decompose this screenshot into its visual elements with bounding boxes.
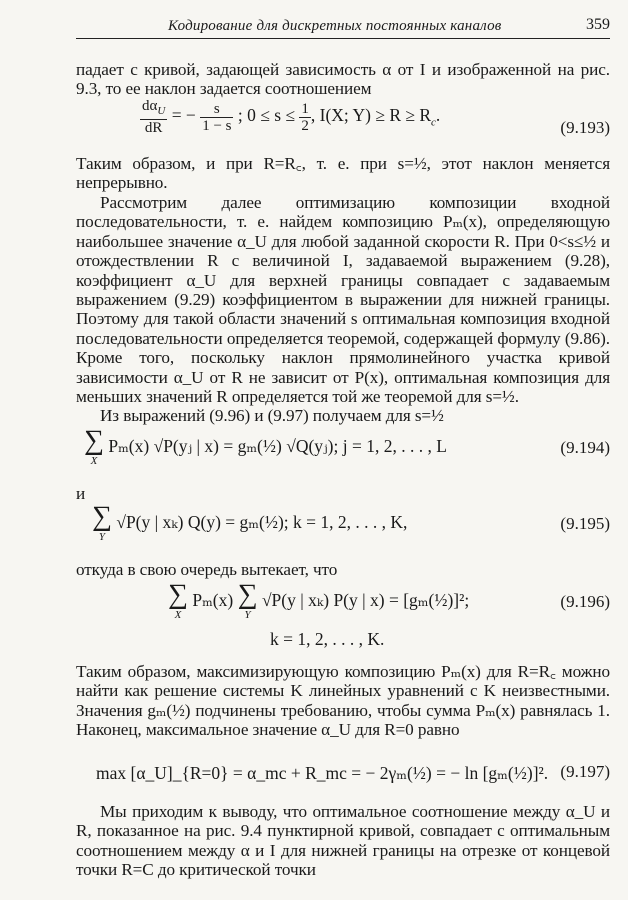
summation-y: ∑ Y	[237, 579, 258, 621]
paragraph-text: Таким образом, максимизирующую композицию Pₘ(x) для R=R꜀ можно найти как решение системы K линейных уравнений с K неизвестными. Значения gₘ(½) подчинены требованию, чтобы сумма Pₘ(x) равнялась 1. Наконец, максимальное значение α_U для R=0 равно	[76, 662, 610, 740]
equation-body: √P(y | xₖ) Q(y) = gₘ(½); k = 1, 2, . . . , K,	[116, 512, 408, 533]
equation-body: Pₘ(x) √P(yⱼ | x) = gₘ(½) √Q(yⱼ); j = 1, 2, . . . , L	[108, 436, 447, 457]
paragraph-8	[76, 802, 610, 880]
derivative-fraction: $\frac{d\alpha_U}{dR}$	[142, 98, 166, 136]
equation-9-196-line-2: k = 1, 2, . . . , K.	[270, 629, 385, 649]
equation-9-197: max [α_U]_{R=0} = α_mc + R_mc = − 2γₘ(½) = − ln [gₘ(½)]².	[96, 763, 549, 783]
summation-x: ∑ X	[168, 579, 188, 621]
paragraph-4	[76, 406, 610, 425]
equation-body: √P(y | xₖ) P(y | x) = [gₘ(½)]²;	[261, 590, 470, 611]
equation-9-195	[92, 501, 408, 544]
half-fraction: $\frac{1}{2}$	[301, 100, 309, 134]
equation-9-196: ∑ X Pₘ(x) ∑ Y √P(y | xₖ) P(y | x) = [gₘ(½)]²;	[168, 579, 470, 621]
paragraph-text: и	[76, 484, 86, 503]
equation-9-194	[84, 425, 447, 468]
s-fraction: $\frac{s}{1 - s}$	[202, 100, 232, 134]
paragraph-7	[76, 662, 610, 740]
paragraph-1	[76, 60, 610, 99]
paragraph-3	[76, 193, 610, 406]
paragraph-text: падает с кривой, задающей зависимость α от I и изображенной на рис. 9.3, то ее наклон задается соотношением	[76, 60, 610, 99]
paragraph-5	[76, 484, 610, 503]
equation-number: (9.197)	[560, 762, 610, 781]
equation-number: (9.194)	[560, 438, 610, 457]
paragraph-text: Таким образом, и при R=R꜀, т. е. при s=½, этот наклон меняется непрерывно.	[76, 154, 610, 193]
page-number: 359	[586, 16, 610, 33]
equation-number: (9.195)	[560, 514, 610, 533]
paragraph-2	[76, 154, 610, 193]
summation-x: ∑ X	[84, 425, 104, 467]
paragraph-text: Рассмотрим далее оптимизацию композиции входной последовательности, т. е. найдем композицию Pₘ(x), определяющую наибольшее значение α_U для любой заданной скорости R. При 0<s≤½ и отождествлении R с величиной I, задаваемой выражением (9.28), коэффициент α_U для верхней границы совпадает с задаваемым выражением (9.29) коэффициентом в выражении для нижней границы. Поэтому для такой области значений s оптимальная композиция входной последовательности определяется теоремой, содержащей формулу (9.86). Кроме того, поскольку наклон прямолинейного участка кривой зависимости α_U от R не зависит от P(x), оптимальная композиция для меньших значений R определяется той же теоремой для s=½.	[76, 193, 610, 407]
equation-number: (9.193)	[560, 118, 610, 137]
running-title: Кодирование для дискретных постоянных каналов	[168, 18, 502, 34]
paragraph-text: откуда в свою очередь вытекает, что	[76, 560, 338, 579]
paragraph-text: Мы приходим к выводу, что оптимальное соотношение между α_U и R, показанное на рис. 9.4 пунктирной кривой, совпадает с оптимальным соотношением между α и I для нижней границы на отрезке от концевой точки R=C до критической точки	[76, 802, 610, 880]
equation-number: (9.196)	[560, 592, 610, 611]
summation-y: ∑ Y	[92, 501, 112, 543]
paragraph-6	[76, 560, 610, 579]
paragraph-text: Из выражений (9.96) и (9.97) получаем для s=½	[100, 406, 444, 425]
running-header	[76, 14, 610, 39]
equation-9-193: $\frac{d\alpha_U}{dR}$ = − $\frac{s}{1 - s}$ ; 0 ≤ s ≤ $\frac{1}{2}$ , I(X; $Y) \ge R \ge R_c$.	[142, 98, 441, 136]
